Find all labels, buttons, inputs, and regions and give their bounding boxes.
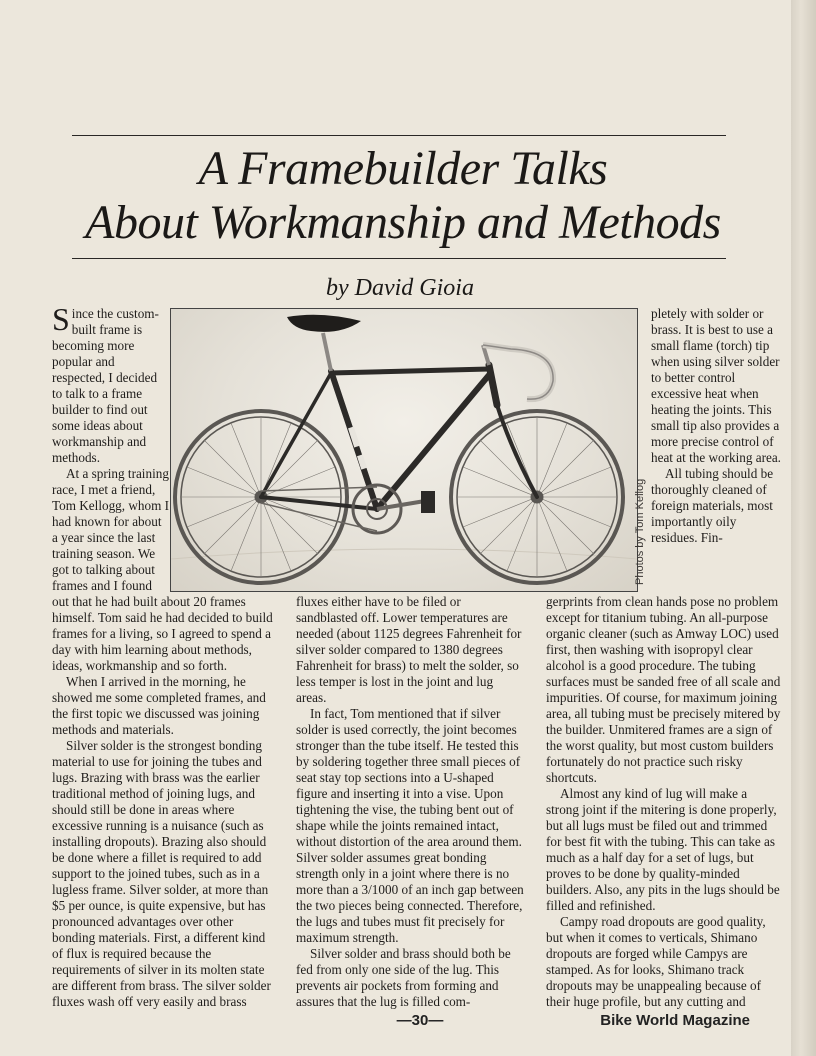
byline: by David Gioia (326, 275, 474, 301)
title-line-1: A Framebuilder Talks (198, 142, 608, 195)
title-line-2: About Workmanship and Methods (85, 196, 721, 249)
paragraph: gerprints from clean hands pose no problem except for titanium tubing. An all-purpose organic cleaner (such as Amway LOC) used first, then washing with isopropyl clear alcohol is a good procedure. The tubing surfaces must be sanded free of all scale and impurities. Of course, for maximum joining area, all tubing must be precisely mitered by the builder. Unmitered frames are a sign of the worst quality, but most custom builders fortunately do not practice such risky shortcuts. (546, 594, 781, 785)
frame (261, 365, 537, 509)
paragraph: All tubing should be thoroughly cleaned of foreign materials, most importantly oily residues. Fin- (651, 466, 774, 545)
intro-paragraph: Since the custom-built frame is becoming more popular and respected, I decided to talk to a frame builder to find out some ideas about workmanship and methods. (52, 301, 159, 465)
drop-cap: S (52, 301, 70, 337)
bicycle-photo (170, 308, 638, 592)
pedal (421, 491, 435, 513)
paragraph: fluxes either have to be filed or sandblasted off. Lower temperatures are needed (about 1125 degrees Fahrenheit for silver solder compared to 1380 degrees Fahrenheit for brass) to melt the solder, so less temper is lost in the joint and lug areas. (296, 594, 522, 705)
column-2 (296, 594, 524, 1010)
paragraph: When I arrived in the morning, he showed me some completed frames, and the first topic we discussed was joining methods and materials. (52, 674, 266, 737)
magazine-name: Bike World Magazine (600, 1012, 750, 1029)
photo-credit: Photos by Tom Kellog (634, 478, 646, 585)
column-3-top (651, 306, 781, 546)
saddle (287, 315, 361, 332)
column-1-top (52, 301, 170, 594)
column-1-bottom (52, 594, 274, 1010)
page-edge-shadow (791, 0, 816, 1056)
paragraph: pletely with solder or brass. It is best to use a small flame (torch) tip when using silver solder to better control excessive heat when heating the joints. This small tip also provides a more precise control of heat at the working area. (651, 306, 781, 465)
title-top-rule (72, 135, 726, 136)
paragraph: out that he had built about 20 frames himself. Tom said he had decided to build frames for a living, so I agreed to spend a day with him learning about methods, ideas, workmanship and so forth. (52, 594, 273, 673)
paragraph: Campy road dropouts are good quality, but when it comes to verticals, Shimano dropouts are forged while Campys are stamped. As for looks, Shimano track dropouts may be unappealing because of their huge profile, but any cutting and (546, 914, 766, 1009)
column-3-bottom (546, 594, 782, 1010)
paragraph: Silver solder and brass should both be fed from only one side of the lug. This prevents air pockets from forming and assures that the lug is filled com- (296, 946, 511, 1009)
bicycle-icon (171, 309, 637, 591)
paragraph: In fact, Tom mentioned that if silver solder is used correctly, the joint becomes stronger than the tube itself. He tested this by soldering together three small pieces of seat stay top sections into a U-shaped figure and inserting it into a vise. Upon tightening the vise, the tubing bent out of shape while the joints remained intact, without distortion of the area around them. Silver solder assumes great bonding strength only in a joint where there is no more than a 3/1000 of an inch gap between the two pieces being connected. Therefore, the lugs and tubes must fit precisely for maximum strength. (296, 706, 524, 945)
paragraph: Silver solder is the strongest bonding material to use for joining the tubes and lugs. Brazing with brass was the earlier traditional method of joining lugs, and should still be done in areas where excessive running is a nuisance (such as installing dropouts). Brazing also should be done where a fillet is required to add support to the joined tubes, such as in a lugless frame. Silver solder, at more than $5 per ounce, is quite expensive, but has pronounced advantages over other bonding materials. First, a different kind of flux is required because the requirements of silver in its molten state are different from brass. The silver solder fluxes wash off very easily and brass (52, 738, 271, 1009)
page-number: —30— (396, 1012, 444, 1029)
title-bottom-rule (72, 258, 726, 259)
article-title (40, 142, 766, 250)
paragraph: Almost any kind of lug will make a strong joint if the mitering is done properly, but all lugs must be filed out and trimmed for best fit with the tubing. This can take as much as a half day for a set of lugs, but proves to be done by quality-minded builders. Also, any pits in the lugs should be filled and refinished. (546, 786, 780, 913)
paragraph: At a spring training race, I met a friend, Tom Kellogg, whom I had known for about a year since the last training season. We got to talking about frames and I found (52, 466, 170, 593)
